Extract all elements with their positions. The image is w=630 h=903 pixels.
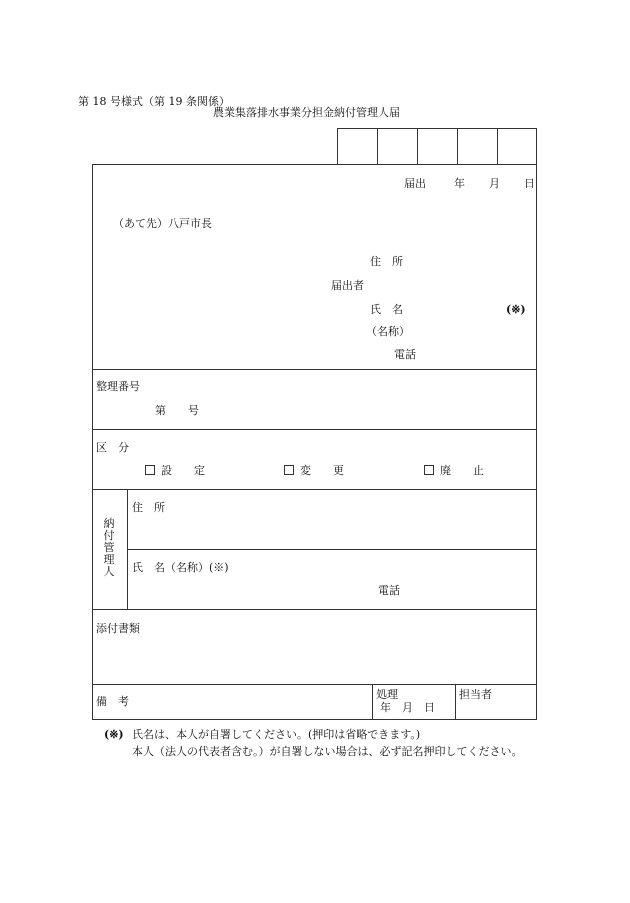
processing-date: 年 月 日 [380, 701, 435, 714]
processing-label: 処理 [376, 688, 398, 701]
row-divider [92, 684, 537, 685]
category-option-change[interactable] [284, 465, 344, 476]
applicant-corp-label: （名称） [366, 325, 410, 338]
reference-label: 整理番号 [96, 380, 140, 393]
addressee: （あて先）八戸市長 [113, 217, 212, 230]
agent-side-label: 納付管理人 [103, 517, 115, 579]
applicant-phone-label: 電話 [394, 348, 416, 361]
remarks-label: 備 考 [96, 695, 129, 708]
row-divider [92, 489, 537, 490]
checkbox-icon[interactable] [145, 465, 155, 475]
stamp-divider [377, 128, 378, 165]
date-month: 月 [489, 177, 500, 190]
applicant-address-label: 住 所 [370, 255, 403, 268]
remarks-divider [455, 684, 456, 720]
row-divider [92, 369, 537, 370]
stamp-divider [497, 128, 498, 165]
row-divider [92, 429, 537, 430]
category-option-label: 変 更 [300, 464, 344, 477]
category-option-abolish[interactable] [424, 465, 484, 476]
category-option-label: 廃 止 [440, 464, 484, 477]
form-title: 農業集落排水事業分担金納付管理人届 [213, 106, 400, 119]
checkbox-icon[interactable] [424, 465, 434, 475]
signature-required-mark: (※) [506, 303, 526, 316]
note-mark: (※) [104, 728, 124, 741]
agent-name-label: 氏 名（名称）(※) [132, 561, 229, 574]
category-option-establish[interactable] [145, 465, 205, 476]
row-divider [92, 609, 537, 610]
stamp-box-row [337, 128, 537, 165]
date-label: 届出 [404, 177, 426, 190]
applicant-role-label: 届出者 [331, 279, 364, 292]
agent-phone-label: 電話 [378, 584, 400, 597]
staff-label: 担当者 [459, 688, 492, 701]
checkbox-icon[interactable] [284, 465, 294, 475]
reference-number: 第 号 [155, 404, 199, 417]
stamp-divider [457, 128, 458, 165]
row-divider [127, 549, 537, 550]
note-line-1: 氏名は、本人が自署してください。(押印は省略できます。) [132, 728, 421, 741]
note-line-2: 本人（法人の代表者含む。）が自署しない場合は、必ず記名押印してください。 [132, 745, 523, 758]
category-option-label: 設 定 [161, 464, 205, 477]
form-number: 第 18 号様式（第 19 条関係） [78, 95, 230, 108]
date-day: 日 [524, 177, 535, 190]
date-year: 年 [454, 177, 465, 190]
category-label: 区 分 [96, 441, 129, 454]
applicant-name-label: 氏 名 [370, 303, 403, 316]
stamp-divider [417, 128, 418, 165]
attachments-label: 添付書類 [96, 622, 140, 635]
form-table [92, 164, 537, 720]
agent-address-label: 住 所 [132, 501, 165, 514]
remarks-divider [372, 684, 373, 720]
